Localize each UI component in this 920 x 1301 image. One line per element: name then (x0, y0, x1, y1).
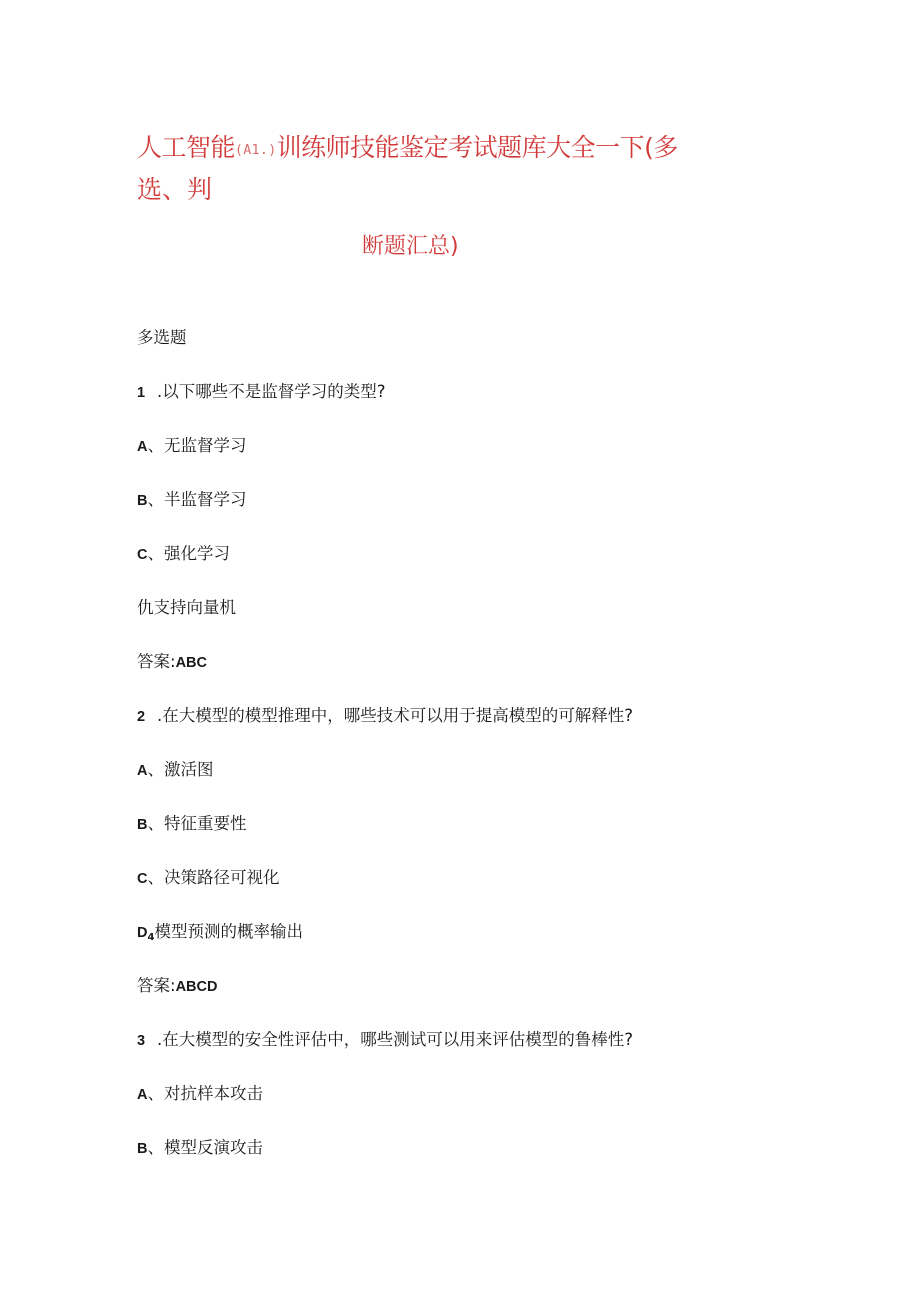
question-number: 3 (137, 1033, 146, 1049)
question-2-option-d (137, 918, 303, 943)
question-1-option-a (137, 432, 246, 456)
question-2-option-b (137, 810, 246, 834)
question-3-option-b (137, 1134, 263, 1158)
option-separator: 、 (147, 544, 164, 563)
option-separator: 、 (147, 1084, 164, 1103)
answer-value: ABCD (175, 979, 218, 995)
question-2-option-a (137, 756, 213, 780)
question-text: .在大模型的模型推理中，哪些技术可以用于提高模型的可解释性? (157, 706, 634, 725)
option-text: 半监督学习 (163, 490, 247, 509)
question-text: .在大模型的安全性评估中，哪些测试可以用来评估模型的鲁棒性? (157, 1030, 634, 1049)
option-letter: A (137, 439, 148, 455)
option-separator: 、 (147, 868, 164, 887)
answer-value: ABC (175, 655, 207, 671)
option-text: 模型预测的概率输出 (154, 922, 303, 941)
question-3 (137, 1026, 633, 1050)
option-separator: 、 (147, 760, 164, 779)
question-2-answer (137, 972, 217, 996)
document-title-line-1 (137, 128, 678, 164)
option-text: 强化学习 (163, 544, 230, 563)
question-1-option-c (137, 540, 230, 564)
section-heading: 多选题 (137, 328, 187, 347)
option-text: 特征重要性 (163, 814, 247, 833)
answer-label: 答案: (137, 652, 176, 671)
question-3-option-a (137, 1080, 263, 1104)
option-separator: 、 (147, 436, 164, 455)
question-1-answer (137, 648, 207, 672)
title-part-2: 训练师技能鉴定考试题库大全一下(多 (276, 133, 678, 162)
option-text: 激活图 (163, 760, 214, 779)
question-text: .以下哪些不是监督学习的类型? (157, 382, 386, 401)
question-number: 2 (137, 709, 146, 725)
question-1-option-b (137, 486, 246, 510)
question-2 (137, 702, 633, 726)
option-text: 对抗样本攻击 (163, 1084, 263, 1103)
document-title-line-2: 选、判 (137, 175, 213, 204)
question-1 (137, 378, 386, 402)
title-ai-tag: (A1.) (235, 143, 277, 158)
option-letter: A (137, 1087, 148, 1103)
option-letter: C (137, 547, 148, 563)
title-part-1: 人工智能 (137, 133, 236, 162)
question-2-option-c (137, 864, 279, 888)
option-letter: A (137, 763, 148, 779)
option-separator: 、 (147, 490, 164, 509)
option-separator: 、 (147, 1138, 164, 1157)
option-letter: D (137, 925, 148, 941)
question-number: 1 (137, 385, 146, 401)
option-separator: 、 (147, 814, 164, 833)
option-letter: B (137, 1141, 148, 1157)
option-text: 仇支持向量机 (137, 598, 236, 617)
document-title-line-3: 断题汇总) (362, 234, 459, 259)
option-letter: C (137, 871, 148, 887)
option-separator: 4 (147, 932, 155, 943)
option-text: 决策路径可视化 (163, 868, 280, 887)
option-letter: B (137, 493, 148, 509)
option-letter: B (137, 817, 148, 833)
question-1-option-d (137, 594, 236, 618)
option-text: 无监督学习 (163, 436, 247, 455)
answer-label: 答案: (137, 976, 176, 995)
option-text: 模型反演攻击 (163, 1138, 263, 1157)
